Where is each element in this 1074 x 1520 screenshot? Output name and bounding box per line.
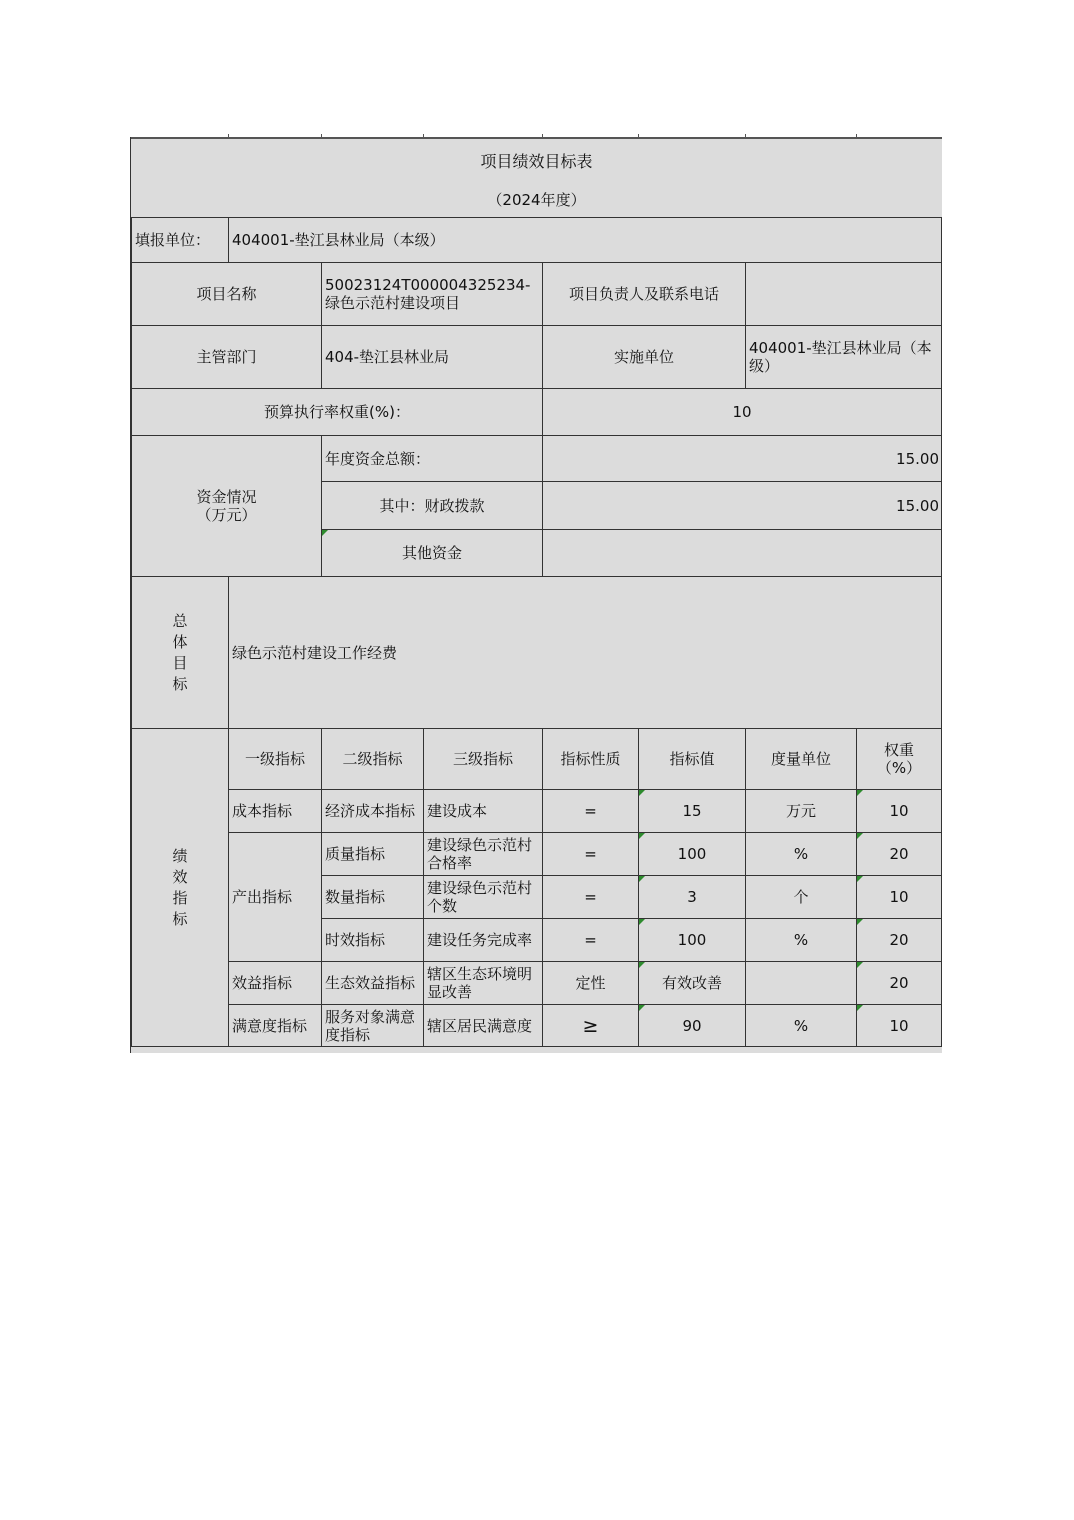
cell-marker	[639, 790, 645, 796]
goal-value: 绿色示范村建设工作经费	[228, 576, 942, 729]
other-label	[321, 529, 543, 577]
unit-cell-text: %	[793, 1016, 809, 1035]
bottom-border	[131, 1046, 942, 1047]
unit-cell	[745, 961, 857, 1005]
header-level2: 二级指标	[321, 728, 424, 790]
level3-cell-text: 建设绿色示范村合格率	[427, 836, 533, 872]
value-cell-text: 90	[682, 1016, 702, 1035]
unit-cell	[745, 1004, 857, 1047]
cell-marker	[639, 962, 645, 968]
header-unit: 度量单位	[745, 728, 857, 790]
level3-cell	[423, 832, 543, 876]
level3-cell	[423, 1004, 543, 1047]
weight-cell-text: 10	[889, 888, 909, 906]
budget-weight-value: 10	[542, 388, 942, 436]
header-level1: 一级指标	[228, 728, 322, 790]
level2-cell	[321, 918, 424, 962]
level2-cell-text: 数量指标	[325, 888, 386, 906]
nature-cell-text: ≥	[582, 1014, 599, 1037]
unit-cell-text: 个	[793, 888, 809, 906]
unit-cell	[745, 918, 857, 962]
fiscal-value: 15.00	[542, 481, 942, 530]
level2-cell	[321, 789, 424, 833]
contact-label: 项目负责人及联系电话	[542, 262, 746, 326]
weight-cell	[856, 918, 942, 962]
perf-label	[131, 728, 229, 1047]
other-label-text: 其他资金	[401, 544, 462, 562]
group-cost: 成本指标	[228, 789, 322, 833]
group-output: 产出指标	[228, 832, 322, 962]
unit-cell-text: 万元	[785, 802, 816, 820]
weight-cell	[856, 875, 942, 919]
weight-cell	[856, 832, 942, 876]
annual-total-value: 15.00	[542, 435, 942, 482]
level2-cell-text: 服务对象满意度指标	[325, 1007, 416, 1044]
goal-char: 总	[172, 611, 188, 630]
unit-cell	[745, 832, 857, 876]
level2-cell-text: 生态效益指标	[325, 974, 416, 992]
cell-marker	[857, 876, 863, 882]
header-value: 指标值	[638, 728, 746, 790]
contact-value	[745, 262, 942, 326]
nature-cell-text: 定性	[575, 974, 606, 992]
nature-cell-text: =	[584, 845, 597, 863]
nature-cell	[542, 832, 639, 876]
nature-cell-text: =	[584, 802, 597, 820]
cell-marker	[857, 962, 863, 968]
level2-cell-text: 质量指标	[325, 845, 386, 863]
group-satisfaction: 满意度指标	[228, 1004, 322, 1047]
weight-cell-text: 10	[889, 802, 909, 820]
header-nature: 指标性质	[542, 728, 639, 790]
performance-target-sheet	[131, 137, 942, 1053]
value-cell-text: 100	[677, 845, 707, 863]
dept-value: 404-垫江县林业局	[321, 325, 543, 389]
perf-char: 效	[172, 867, 188, 886]
unit-cell-text: %	[793, 931, 809, 949]
value-cell	[638, 832, 746, 876]
dept-label: 主管部门	[131, 325, 322, 389]
header-weight: 权重（%）	[856, 728, 942, 790]
impl-value: 404001-垫江县林业局（本级）	[745, 325, 942, 389]
level3-cell	[423, 875, 543, 919]
level2-cell	[321, 875, 424, 919]
goal-char: 目	[172, 653, 188, 672]
gridline-tick	[321, 134, 322, 138]
unit-cell-text: %	[793, 845, 809, 863]
value-cell-text: 15	[682, 802, 702, 820]
table-title: 项目绩效目标表	[131, 141, 942, 183]
filler-value: 404001-垫江县林业局（本级）	[228, 217, 942, 263]
perf-char: 标	[172, 909, 188, 928]
level3-cell-text: 建设绿色示范村个数	[427, 879, 533, 915]
level3-cell	[423, 918, 543, 962]
nature-cell	[542, 1004, 639, 1047]
annual-total-label: 年度资金总额：	[321, 435, 543, 482]
level2-cell	[321, 961, 424, 1005]
cell-marker	[322, 530, 328, 536]
value-cell	[638, 1004, 746, 1047]
gridline-tick	[745, 134, 746, 138]
cell-marker	[857, 790, 863, 796]
level2-cell	[321, 1004, 424, 1047]
perf-char: 指	[172, 888, 188, 907]
gridline-tick	[228, 134, 229, 138]
weight-cell	[856, 789, 942, 833]
gridline-tick	[638, 134, 639, 138]
goal-char: 体	[172, 632, 188, 651]
cell-marker	[639, 833, 645, 839]
cell-marker	[639, 1005, 645, 1011]
fiscal-label: 其中：财政拨款	[321, 481, 543, 530]
cell-marker	[639, 876, 645, 882]
level3-cell	[423, 961, 543, 1005]
project-name-value: 50023124T000004325234-绿色示范村建设项目	[321, 262, 543, 326]
impl-label: 实施单位	[542, 325, 746, 389]
level3-cell-text: 建设成本	[427, 802, 488, 820]
level2-cell	[321, 832, 424, 876]
table-year: （2024年度）	[131, 183, 942, 217]
project-name-label: 项目名称	[131, 262, 322, 326]
nature-cell	[542, 961, 639, 1005]
gridline-tick	[856, 134, 857, 138]
unit-cell	[745, 875, 857, 919]
weight-cell-text: 20	[889, 931, 909, 949]
value-cell	[638, 961, 746, 1005]
level3-cell-text: 建设任务完成率	[427, 931, 533, 949]
nature-cell-text: =	[584, 931, 597, 949]
top-border	[131, 137, 942, 139]
goal-label	[131, 576, 229, 729]
cell-marker	[857, 919, 863, 925]
nature-cell	[542, 789, 639, 833]
level3-cell	[423, 789, 543, 833]
value-cell	[638, 918, 746, 962]
weight-cell	[856, 961, 942, 1005]
gridline-tick	[542, 134, 543, 138]
gridline-tick	[423, 134, 424, 138]
weight-cell-text: 10	[889, 1016, 909, 1035]
header-level3: 三级指标	[423, 728, 543, 790]
level2-cell-text: 时效指标	[325, 931, 386, 949]
value-cell-text: 有效改善	[661, 974, 722, 992]
funds-label: 资金情况（万元）	[131, 435, 322, 577]
cell-marker	[639, 919, 645, 925]
nature-cell-text: =	[584, 888, 597, 906]
value-cell	[638, 875, 746, 919]
level3-cell-text: 辖区生态环境明显改善	[427, 965, 533, 1001]
group-benefit: 效益指标	[228, 961, 322, 1005]
value-cell-text: 3	[687, 888, 697, 906]
nature-cell	[542, 875, 639, 919]
budget-weight-label: 预算执行率权重(%)：	[131, 388, 543, 436]
perf-char: 绩	[172, 846, 188, 865]
nature-cell	[542, 918, 639, 962]
filler-label: 填报单位：	[131, 217, 229, 263]
cell-marker	[857, 833, 863, 839]
level3-cell-text: 辖区居民满意度	[427, 1016, 533, 1035]
unit-cell	[745, 789, 857, 833]
other-value	[542, 529, 942, 577]
weight-cell	[856, 1004, 942, 1047]
level2-cell-text: 经济成本指标	[325, 802, 416, 820]
weight-cell-text: 20	[889, 974, 909, 992]
goal-char: 标	[172, 674, 188, 693]
value-cell	[638, 789, 746, 833]
weight-cell-text: 20	[889, 845, 909, 863]
value-cell-text: 100	[677, 931, 707, 949]
cell-marker	[857, 1005, 863, 1011]
